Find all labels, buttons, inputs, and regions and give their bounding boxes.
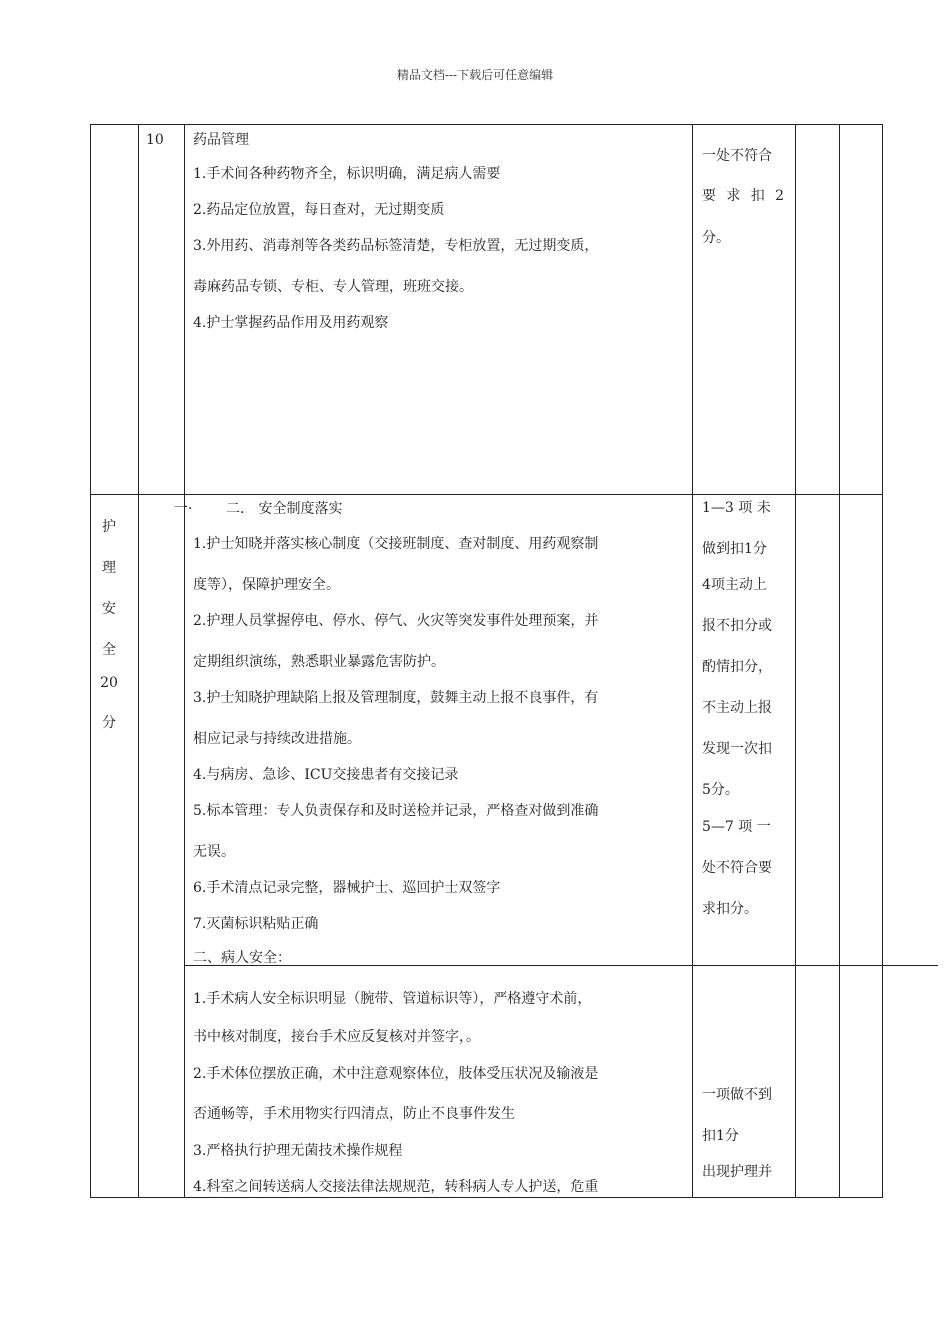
score-rule-line: 做到扣1分 bbox=[702, 541, 767, 557]
item-number: 10 bbox=[146, 132, 164, 148]
content-line: 书中核对制度，接台手术应反复核对并签字，。 bbox=[193, 1029, 480, 1045]
score-rule-line: 酌情扣分， bbox=[702, 659, 772, 675]
col-line-extra1 bbox=[795, 124, 796, 1198]
content-line: 7.灭菌标识粘贴正确 bbox=[193, 916, 319, 932]
score-rule-line: 5分。 bbox=[702, 782, 739, 798]
col-line-score bbox=[692, 124, 693, 1198]
content-line: 无误。 bbox=[193, 844, 235, 860]
category-char: 分 bbox=[102, 715, 116, 731]
content-line: 3.护士知晓护理缺陷上报及管理制度，鼓舞主动上报不良事件，有 bbox=[193, 690, 599, 706]
row-divider-2 bbox=[184, 965, 938, 966]
content-line: 3.严格执行护理无菌技术操作规程 bbox=[193, 1143, 403, 1159]
content-line: 4.与病房、急诊、ICU交接患者有交接记录 bbox=[193, 767, 459, 783]
content-line: 相应记录与持续改进措施。 bbox=[193, 731, 361, 747]
content-line: 定期组织演练，熟悉职业暴露危害防护。 bbox=[193, 654, 445, 670]
category-char: 理 bbox=[102, 560, 116, 576]
col-line-left bbox=[90, 124, 91, 1198]
category-char: 安 bbox=[102, 601, 116, 617]
content-line: 1.护士知晓并落实核心制度（交接班制度、查对制度、用药观察制 bbox=[193, 536, 599, 552]
category-char: 护 bbox=[102, 519, 116, 535]
category-char: 20 bbox=[100, 675, 118, 691]
content-line: 3.外用药、消毒剂等各类药品标签清楚，专柜放置，无过期变质， bbox=[193, 238, 599, 254]
score-rule-line: 处不符合要 bbox=[702, 860, 772, 876]
score-rule-line: 分。 bbox=[702, 230, 730, 246]
col-line-right bbox=[882, 124, 883, 1198]
content-line: 5.标本管理：专人负责保存和及时送检并记录，严格查对做到准确 bbox=[193, 803, 599, 819]
content-line: 4.科室之间转送病人交接法律法规规范，转科病人专人护送，危重 bbox=[193, 1179, 599, 1195]
subsection-title: 二、病人安全： bbox=[193, 950, 291, 966]
content-line: 1.手术病人安全标识明显（腕带、管道标识等），严格遵守术前， bbox=[193, 991, 592, 1007]
col-line-content bbox=[184, 124, 185, 1198]
section-title: 药品管理 bbox=[193, 132, 249, 148]
score-rule-line: 扣1分 bbox=[702, 1128, 739, 1144]
score-rule-line: 发现一次扣 bbox=[702, 741, 772, 757]
score-rule-line: 一处不符合 bbox=[702, 148, 772, 164]
col-line-extra2 bbox=[839, 124, 840, 1198]
content-line: 度等），保障护理安全。 bbox=[193, 577, 340, 593]
score-rule-line: 5—7 项 一 bbox=[702, 819, 771, 835]
section-dash: 一· bbox=[174, 501, 193, 517]
score-rule-line: 出现护理并 bbox=[702, 1164, 772, 1180]
score-rule-line: 4项主动上 bbox=[702, 577, 767, 593]
content-line: 4.护士掌握药品作用及用药观察 bbox=[193, 315, 389, 331]
row-divider-1 bbox=[90, 494, 883, 495]
score-rule-line: 一项做不到 bbox=[702, 1087, 772, 1103]
page-header: 精品文档---下载后可任意编辑 bbox=[396, 68, 554, 82]
table-bottom-border bbox=[90, 1197, 883, 1198]
content-line: 2.手术体位摆放正确，术中注意观察体位，肢体受压状况及输液是 bbox=[193, 1066, 599, 1082]
category-char: 全 bbox=[102, 642, 116, 658]
table-top-border bbox=[90, 124, 883, 125]
content-line: 2.护理人员掌握停电、停水、停气、火灾等突发事件处理预案，并 bbox=[193, 613, 599, 629]
content-line: 2.药品定位放置，每日查对，无过期变质 bbox=[193, 202, 445, 218]
section-title: 二． 安全制度落实 bbox=[226, 501, 343, 517]
content-line: 否通畅等，手术用物实行四清点，防止不良事件发生 bbox=[193, 1106, 515, 1122]
score-rule-line: 1—3 项 未 bbox=[702, 500, 771, 516]
col-line-number bbox=[138, 124, 139, 1198]
score-rule-line: 要 求 扣 2 bbox=[702, 188, 784, 204]
score-rule-line: 报不扣分或 bbox=[702, 618, 772, 634]
score-rule-line: 求扣分。 bbox=[702, 901, 758, 917]
content-line: 毒麻药品专锁、专柜、专人管理，班班交接。 bbox=[193, 279, 473, 295]
content-line: 6.手术清点记录完整，器械护士、巡回护士双签字 bbox=[193, 880, 501, 896]
content-line: 1.手术间各种药物齐全，标识明确，满足病人需要 bbox=[193, 166, 501, 182]
score-rule-line: 不主动上报 bbox=[702, 700, 772, 716]
